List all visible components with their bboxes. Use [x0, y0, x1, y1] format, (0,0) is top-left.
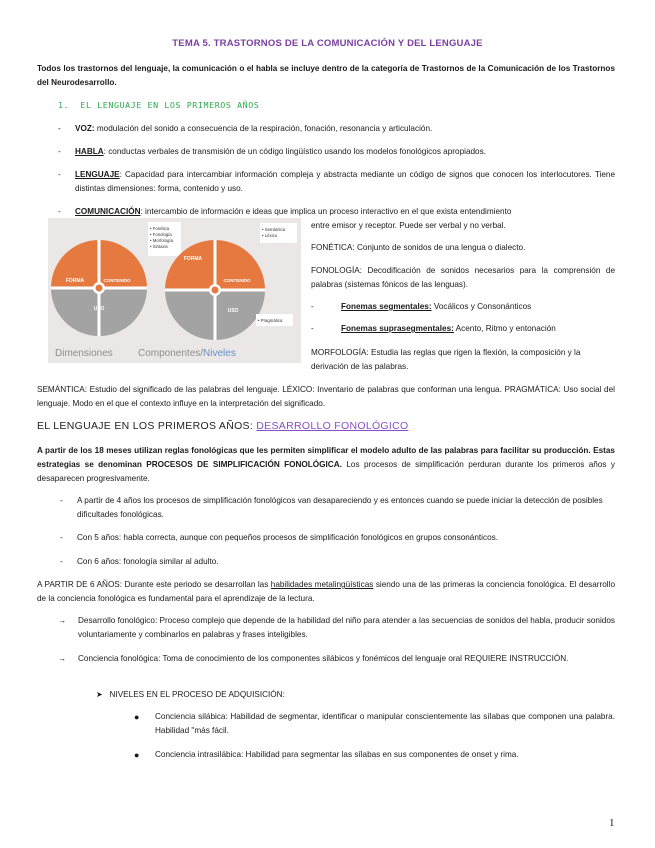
- left-pie-forma-label: FORMA: [65, 278, 85, 284]
- term-lenguaje: LENGUAJE: [75, 170, 120, 179]
- semantica-paragraph: SEMÁNTICA: Estudio del significado de las palabras del lenguaje. LÉXICO: Inventario de palabras que conforman una lengua. PRAGMÁTICA: Uso social del lenguaje. Modo en el que el contexto influye en la interpretación del significado.: [37, 385, 615, 408]
- arrow-item-conciencia-fonologica: [58, 652, 615, 666]
- definition-comunicacion-b: entre emisor y receptor. Puede ser verbal y no verbal.: [311, 221, 506, 230]
- left-pie-contenido-label: CONTENIDO: [103, 278, 131, 283]
- simplificacion-paragraph: [37, 444, 615, 486]
- habilidades-metalinguisticas-link: habilidades metalingüísticas: [270, 580, 374, 589]
- text-conciencia-silabica: Conciencia silábica: Habilidad de segmentar, identificar o manipular conscientemente las sílabas que componen una palabra. Habilidad "más fácil.: [155, 712, 615, 735]
- section-1-heading: [58, 100, 259, 110]
- arrow-item-desarrollo-fonologico: [58, 614, 615, 642]
- section-2-heading-text: EL LENGUAJE EN LOS PRIMEROS AÑOS:: [37, 420, 257, 432]
- left-pie-uso-label: USO: [93, 306, 105, 312]
- term-fonemas-suprasegmentales: Fonemas suprasegmentales:: [341, 324, 454, 333]
- list-item-5-anos: - Con 5 años: habla correcta, aunque con pequeños procesos de simplificación fonológicos en grupos consonánticos.: [60, 531, 615, 545]
- text-5-anos: Con 5 años: habla correcta, aunque con pequeños procesos de simplificación fonológicos en grupos consonánticos.: [77, 533, 499, 542]
- bullet-dot-icon: ●: [134, 750, 140, 760]
- simplificacion-rest-text: Los procesos de simplificación perduran durante los primeros años y desaparecen progresivamente.: [37, 460, 615, 483]
- text-conciencia-intrasilabica: Conciencia intrasilábica: Habilidad para segmentar las sílabas en sus componentes de onset y rima.: [155, 750, 519, 759]
- fonetica-text: FONÉTICA: Conjunto de sonidos de una lengua o dialecto.: [311, 243, 526, 252]
- right-pie: [165, 240, 265, 340]
- right-pie-contenido-label: CONTENIDO: [223, 278, 251, 283]
- language-dimensions-figure: [48, 218, 301, 363]
- niveles-text: NIVELES EN EL PROCESO DE ADQUISICIÓN:: [109, 690, 285, 699]
- definition-fonemas-segmentales: Vocálicos y Consonánticos: [431, 302, 532, 311]
- right-pie-uso-label: USO: [227, 308, 239, 314]
- text-desarrollo-fonologico: Desarrollo fonológico: Proceso complejo que depende de la habilidad del niño para atender a las secuencias de sonidos del habla, producir sonidos voluntariamente y combinarlos en palabras y frases inteligibles.: [78, 616, 615, 639]
- left-list: • Fonética • Fonología • Morfología • Sintaxis: [150, 226, 173, 249]
- text-conciencia-fonologica: Conciencia fonológica: Toma de conocimiento de los componentes silábicos y fonémicos del lenguaje oral REQUIERE INSTRUCCIÓN.: [78, 654, 569, 663]
- text-4-anos: A partir de 4 años los procesos de simplificación fonológicos van desapareciendo y es entonces cuando se puede iniciar la detección de posibles dificultades fonológicas.: [77, 496, 603, 519]
- fonologia-text: FONOLOGÍA: Decodificación de sonidos necesarios para la comprensión de palabras (sistemas fónicos de las lenguas).: [311, 266, 615, 289]
- page-title: TEMA 5. TRASTORNOS DE LA COMUNICACIÓN Y DEL LENGUAJE: [172, 38, 483, 49]
- list-item-fonemas-segmentales: - Fonemas segmentales: Vocálicos y Consonánticos: [311, 302, 532, 311]
- term-voz: VOZ:: [75, 124, 95, 133]
- caption-dimensiones: Dimensiones: [55, 348, 113, 359]
- definition-fonemas-suprasegmentales: Acento, Ritmo y entonación: [453, 324, 556, 333]
- term-habla: HABLA: [75, 147, 104, 156]
- right-list: • Semántica • Léxico: [262, 227, 285, 238]
- intro-paragraph: Todos los trastornos del lenguaje, la comunicación o el habla se incluye dentro de la categoría de Trastornos de la Comunicación de los Trastornos del Neurodesarrollo.: [37, 64, 615, 87]
- list-item-conciencia-silabica: [134, 710, 615, 738]
- dimensions-diagram: [48, 218, 301, 363]
- left-pie: [51, 240, 147, 336]
- list-item-6-anos: - Con 6 años: fonología similar al adulto.: [60, 555, 615, 569]
- section-1-number: 1.: [58, 100, 70, 110]
- definition-comunicacion-a: : intercambio de información e ideas que implica un proceso interactivo en el que exista entendimiento: [140, 207, 512, 216]
- term-fonemas-segmentales: Fonemas segmentales:: [341, 302, 432, 311]
- list-item-comunicacion: - COMUNICACIÓN: intercambio de información e ideas que implica un proceso interactivo en el que exista entendimiento: [58, 207, 512, 216]
- list-item-habla: - HABLA: conductas verbales de transmisión de un código lingüístico usando los modelos fonológicos apropiados.: [58, 147, 486, 156]
- definition-voz: modulación del sonido a consecuencia de la respiración, fonación, resonancia y articulación.: [96, 124, 433, 133]
- definition-lenguaje: : Capacidad para intercambiar información compleja y abstracta mediante un código de signos que conocen los interlocutores. Tiene distintas dimensiones: forma, contenido y uso.: [75, 170, 615, 193]
- page-number: 1: [609, 817, 615, 829]
- list-item-fonemas-suprasegmentales: - Fonemas suprasegmentales: Acento, Ritmo y entonación: [311, 324, 556, 333]
- arrow-right-icon: →: [58, 654, 67, 663]
- morfologia-text: MORFOLOGÍA: Estudia las reglas que rigen la flexión, la composición y la derivación de las palabras.: [311, 348, 581, 371]
- list-item-conciencia-intrasilabica: [134, 748, 615, 762]
- bullet-dot-icon: ●: [134, 712, 140, 722]
- term-comunicacion: COMUNICACIÓN: [75, 207, 141, 216]
- list-item-lenguaje: - LENGUAJE: Capacidad para intercambiar información compleja y abstracta mediante un código de signos que conocen los interlocutores. Tiene distintas dimensiones: forma, contenido y uso.: [58, 170, 615, 193]
- list-item-4-anos: - A partir de 4 años los procesos de simplificación fonológicos van desapareciendo y es entonces cuando se puede iniciar la detección de posibles dificultades fonológicas.: [60, 494, 615, 522]
- arrow-right-icon: →: [58, 616, 67, 625]
- simplificacion-bold-text: A partir de los 18 meses utilizan reglas fonológicas que les permiten simplificar el modelo adulto de las palabras para facilitar su producción. Estas estrategias se denominan PROCESOS DE SIMPLIFICACIÓN FONOLÓGICA.: [37, 446, 615, 469]
- metalinguisticas-paragraph: A PARTIR DE 6 AÑOS: Durante este periodo se desarrollan las habilidades metalingüísticas siendo una de las primeras la conciencia fonológica. El desarrollo de la conciencia fonológica es fundamental para el aprendizaje de la lectura.: [37, 580, 615, 603]
- arrowhead-bullet-icon: ➤: [96, 690, 103, 699]
- niveles-heading: [96, 688, 285, 702]
- pragmatica-label: • Pragmática: [258, 318, 283, 323]
- desarrollo-fonologico-link[interactable]: DESARROLLO FONOLÓGICO: [256, 420, 409, 432]
- caption-componentes: Componentes/Niveles: [138, 348, 236, 359]
- text-6-anos: Con 6 años: fonología similar al adulto.: [77, 557, 219, 566]
- list-item-voz: - VOZ: modulación del sonido a consecuencia de la respiración, fonación, resonancia y articulación.: [58, 124, 433, 133]
- definition-habla: : conductas verbales de transmisión de un código lingüístico usando los modelos fonológicos apropiados.: [103, 147, 486, 156]
- section-2-heading: [37, 420, 408, 432]
- section-1-title: EL LENGUAJE EN LOS PRIMEROS AÑOS: [80, 100, 260, 110]
- right-pie-forma-label: FORMA: [183, 256, 203, 262]
